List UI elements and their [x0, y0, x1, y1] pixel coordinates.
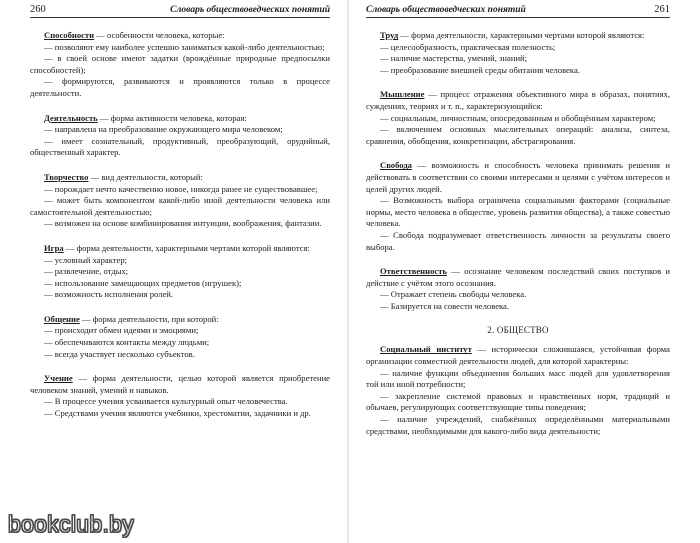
entry-svoboda [366, 160, 670, 253]
left-running-head [30, 4, 330, 18]
entry-term: Общение [44, 313, 80, 324]
entry-bullet: — в своей основе имеют задатки (врождённые природные предпосылки способностей); [30, 53, 330, 75]
entry-term: Свобода [380, 160, 412, 171]
entry-bullet: — происходит обмен идеями и эмоциями; [44, 325, 199, 336]
entry-deyatelnost [30, 113, 330, 159]
entry-sotsialnyy-institut [366, 344, 670, 437]
entry-bullet: — обеспечиваются контакты между людьми; [44, 337, 210, 348]
entry-definition: — форма активности человека, которая: [97, 112, 247, 123]
entry-bullet: — Возможность выбора ограничена социальными факторами (социальные нормы, место человека в обществе, уровень развития общества), а также совестью человека. [366, 195, 670, 229]
entry-myshlenie [366, 89, 670, 147]
entry-bullet: — Отражает степень свободы человека. [380, 289, 527, 300]
entry-bullet: — Базируется на совести человека. [380, 300, 510, 311]
watermark-logo: bookclub.by [8, 511, 135, 537]
entry-definition: — форма деятельности, характерными чертами которой являются: [63, 242, 310, 253]
entry-definition: — особенности человека, которые: [94, 30, 225, 40]
entry-bullet: — может быть компонентом какой-либо иной деятельности человека или самостоятельной деятельностью; [30, 195, 330, 217]
entry-bullet: — возможность исполнения ролей. [44, 289, 174, 300]
entry-term: Социальный институт [380, 344, 472, 355]
entry-definition: — форма деятельности, при которой: [79, 313, 219, 324]
entry-bullet: — условный характер; [44, 254, 128, 265]
entry-definition: — осознание человеком последствий своих поступков и действие с учётом этого осознания. [366, 266, 670, 288]
entry-bullet: — формируются, развиваются и проявляются только в процессе деятельности. [30, 76, 330, 98]
entry-bullet: — направлена на преобразование окружающего мира человеком; [44, 124, 283, 135]
entry-igra [30, 243, 330, 301]
entry-definition: — возможность и способность человека принимать решения и действовать в соответствии со своими интересами и целями с учётом интересов и целей других людей. [366, 160, 670, 194]
entry-definition: — форма деятельности, целью которой является приобретение человеком знаний, умений и навыков. [30, 373, 330, 395]
entry-term: Способности [44, 30, 95, 40]
entry-bullet: — наличие мастерства, умений, знаний; [380, 53, 528, 64]
entry-bullet: — В процессе учения усваивается культурный опыт человечества. [44, 396, 288, 407]
entry-bullet: — наличие учреждений, снабжённых определёнными материальными средствами, необходимыми для какого-либо вида деятельности; [366, 414, 670, 436]
entry-bullet: — наличие функции объединения больших масс людей для удовлетворения той или иной потребности; [366, 367, 670, 390]
entry-uchenie [30, 373, 330, 419]
entry-bullet: — Свобода подразумевает ответственность личности за результаты своего выбора. [366, 229, 670, 252]
left-running-title: Словарь обществоведческих понятий [170, 5, 330, 15]
entry-trud [366, 30, 670, 76]
book-gutter [347, 0, 349, 543]
entry-definition: — исторически сложившаяся, устойчивая форма организации совместной деятельности людей, для которой характерны: [366, 344, 670, 367]
entry-bullet: — порождает нечто качественно новое, никогда ранее не существовавшее; [44, 183, 318, 194]
entry-bullet: — имеет сознательный, продуктивный, преобразующий, орудийный, общественный характер. [30, 135, 330, 158]
right-running-title: Словарь обществоведческих понятий [366, 5, 526, 15]
right-page-number: 261 [654, 4, 670, 15]
entry-term: Ответственность [380, 266, 447, 277]
entry-definition: — вид деятельности, который: [88, 171, 203, 182]
left-page-number: 260 [30, 4, 46, 15]
entry-bullet: — преобразование внешней среды обитания человека. [380, 64, 580, 75]
section-heading: 2. ОБЩЕСТВО [487, 325, 549, 336]
entry-definition: — процесс отражения объективного мира в образах, понятиях, суждениях, теориях и т. п., характеризующийся: [366, 89, 670, 111]
entry-term: Деятельность [44, 112, 98, 123]
entry-obshchenie [30, 314, 330, 360]
entry-bullet: — развлечение, отдых; [44, 266, 129, 277]
entry-term: Творчество [44, 171, 89, 182]
entry-tvorchestvo [30, 172, 330, 230]
entry-bullet: — использование замещающих предметов (игрушек); [44, 277, 242, 288]
right-running-head [366, 4, 670, 18]
entry-bullet: — позволяют ему наиболее успешно заниматься какой-либо деятельностью; [44, 41, 325, 52]
right-page [366, 4, 670, 534]
entry-term: Учение [44, 373, 73, 384]
entry-bullet: — закрепление системой правовых и нравственных норм, традиций и обычаев, регулирующих соответствующие типы поведения; [366, 390, 670, 413]
entry-otvetstvennost [366, 266, 670, 312]
entry-bullet: — всегда участвует несколько субъектов. [44, 348, 195, 359]
entry-term: Труд [380, 30, 399, 40]
entry-definition: — форма деятельности, характерными чертами которой являются: [398, 30, 645, 40]
entry-bullet: — Средствами учения являются учебники, хрестоматии, задачники и др. [44, 408, 311, 419]
entry-term: Игра [44, 242, 64, 253]
entry-bullet: — целесообразность, практическая полезность; [380, 41, 556, 52]
entry-sposobnosti [30, 30, 330, 100]
entry-bullet: — включением основных мыслительных операций: анализа, синтеза, сравнения, обобщения, конкретизации, абстрагирования. [366, 124, 670, 146]
entry-bullet: — возможен на основе комбинирования интуиции, воображения, фантазии. [44, 218, 322, 229]
entry-bullet: — социальным, личностным, опосредованным и обобщённым характером; [380, 112, 656, 123]
entry-term: Мышление [380, 89, 425, 100]
left-page [30, 4, 330, 534]
